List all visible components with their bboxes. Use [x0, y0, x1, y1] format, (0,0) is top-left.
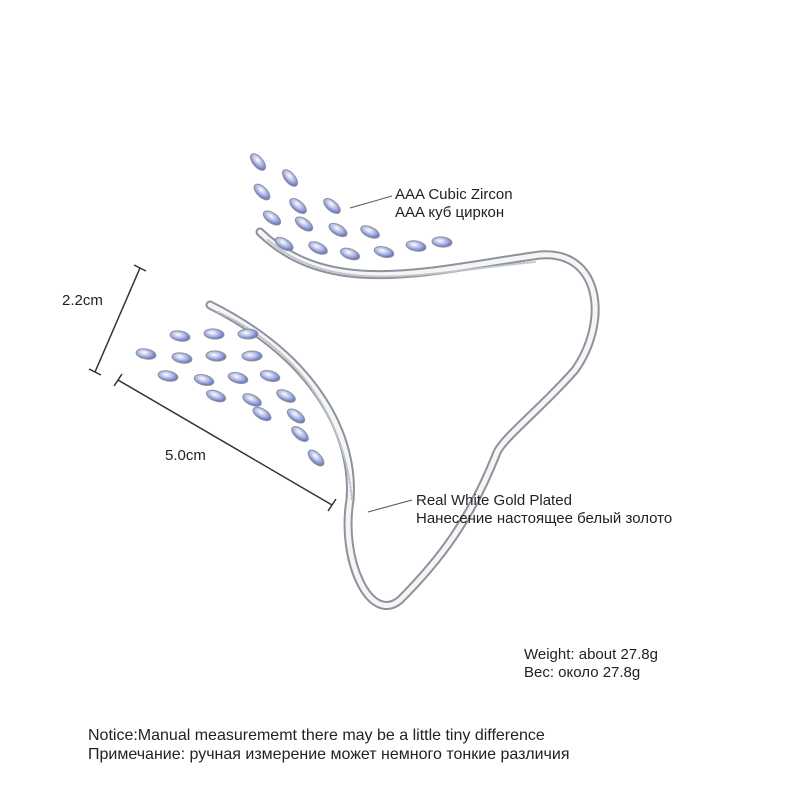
notice	[88, 726, 570, 764]
stone-annotation-en: AAA Cubic Zircon	[395, 186, 513, 203]
width-dimension-line	[114, 374, 336, 511]
height-dimension-line	[89, 265, 146, 375]
zircon-stone	[157, 369, 178, 382]
zircon-stone	[251, 405, 273, 424]
zircon-stone	[251, 181, 272, 202]
zircon-stone	[241, 391, 263, 409]
height-dimension-label: 2.2cm	[62, 292, 103, 309]
zircon-stone	[242, 351, 262, 361]
zircon-stone	[259, 369, 281, 384]
notice-ru: Примечание: ручная измерение может немного тонкие различия	[88, 746, 570, 763]
weight-en: Weight: about 27.8g	[524, 646, 658, 663]
zircon-stone	[227, 371, 249, 386]
notice-en: Notice:Manual measurememt there may be a little tiny difference	[88, 727, 545, 744]
plating-annotation	[416, 492, 672, 528]
zircon-stone	[248, 151, 269, 173]
plating-annotation-en: Real White Gold Plated	[416, 492, 572, 509]
zircon-stone	[373, 245, 395, 260]
zircon-stone	[293, 214, 315, 234]
width-dimension-label: 5.0cm	[165, 447, 206, 464]
zircon-stone	[285, 406, 307, 426]
zircon-stone	[193, 373, 215, 388]
lower-wing-stones	[135, 328, 326, 468]
zircon-stone	[205, 388, 227, 404]
zircon-stone	[238, 329, 258, 339]
zircon-stone	[275, 387, 297, 405]
weight-info	[524, 646, 658, 682]
zircon-stone	[405, 239, 426, 252]
zircon-stone	[171, 351, 192, 364]
weight-ru: Вес: около 27.8g	[524, 664, 641, 681]
zircon-stone	[359, 223, 381, 241]
zircon-stone	[261, 208, 283, 228]
plating-leader-line	[368, 500, 412, 512]
zircon-stone	[204, 328, 225, 340]
zircon-stone	[169, 329, 190, 342]
zircon-stone	[287, 196, 309, 217]
plating-annotation-ru: Нанесение настоящее белый золото	[416, 510, 673, 527]
stone-annotation	[395, 186, 513, 222]
stone-leader-line	[350, 196, 392, 208]
zircon-stone	[305, 447, 326, 468]
zircon-stone	[206, 350, 227, 362]
zircon-stone	[339, 246, 361, 262]
zircon-stone	[280, 167, 301, 189]
stone-annotation-ru: AAA куб циркон	[395, 204, 505, 221]
zircon-stone	[321, 196, 343, 217]
zircon-stone	[432, 236, 453, 248]
zircon-stone	[307, 239, 329, 257]
zircon-stone	[289, 424, 311, 445]
zircon-stone	[135, 347, 156, 360]
zircon-stone	[327, 221, 349, 240]
